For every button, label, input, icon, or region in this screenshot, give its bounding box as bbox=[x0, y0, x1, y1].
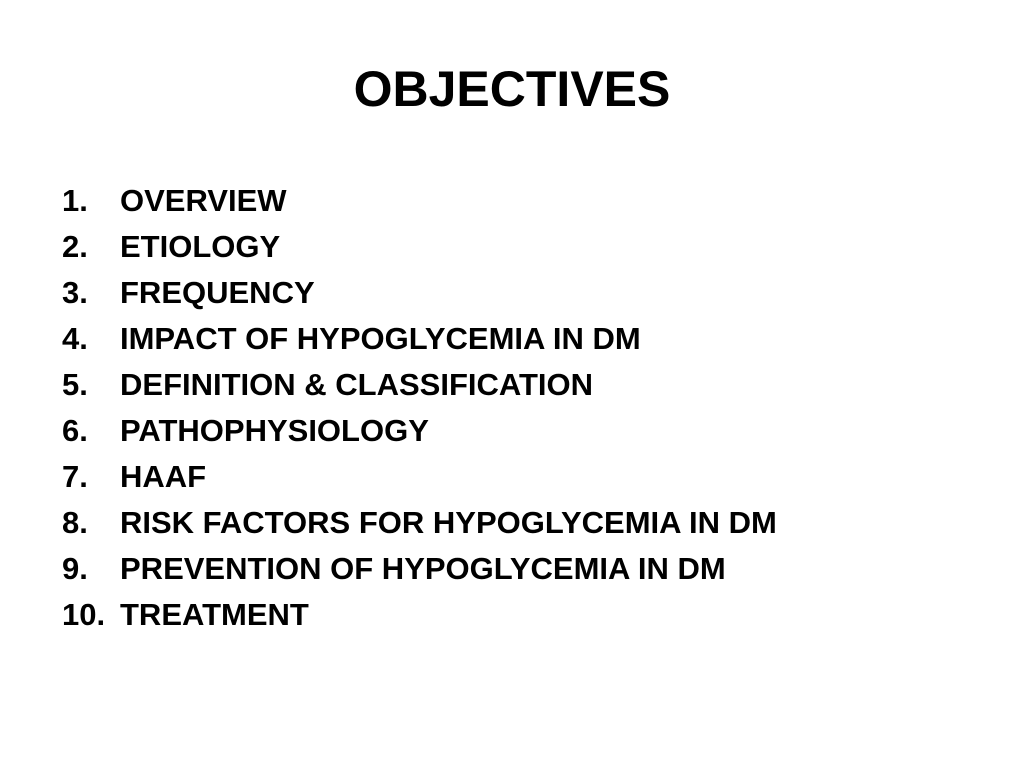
list-item-number: 1. bbox=[62, 183, 88, 218]
list-item-number: 4. bbox=[62, 321, 88, 356]
list-item bbox=[62, 178, 777, 224]
list-item bbox=[62, 454, 777, 500]
list-item-number: 6. bbox=[62, 413, 88, 448]
slide-title: OBJECTIVES bbox=[353, 61, 671, 117]
list-item bbox=[62, 224, 777, 270]
list-item-number: 5. bbox=[62, 367, 88, 402]
list-item-text: RISK FACTORS FOR HYPOGLYCEMIA IN DM bbox=[120, 505, 777, 540]
list-item-text: ETIOLOGY bbox=[120, 229, 281, 264]
list-item bbox=[62, 270, 777, 316]
list-item-number: 3. bbox=[62, 275, 88, 310]
list-item-text: DEFINITION & CLASSIFICATION bbox=[120, 367, 594, 402]
objectives-list bbox=[62, 178, 777, 638]
list-item bbox=[62, 362, 777, 408]
list-item-text: HAAF bbox=[120, 459, 207, 494]
list-item-number: 10. bbox=[62, 597, 106, 632]
list-item-number: 7. bbox=[62, 459, 88, 494]
list-item-text: IMPACT OF HYPOGLYCEMIA IN DM bbox=[120, 321, 641, 356]
list-item bbox=[62, 316, 777, 362]
list-item-text: FREQUENCY bbox=[120, 275, 315, 310]
list-item-number: 8. bbox=[62, 505, 88, 540]
list-item-text: PREVENTION OF HYPOGLYCEMIA IN DM bbox=[120, 551, 726, 586]
list-item bbox=[62, 408, 777, 454]
list-item-number: 2. bbox=[62, 229, 88, 264]
list-item bbox=[62, 546, 777, 592]
list-item-text: TREATMENT bbox=[120, 597, 309, 632]
list-item bbox=[62, 500, 777, 546]
list-item-text: PATHOPHYSIOLOGY bbox=[120, 413, 429, 448]
list-item-text: OVERVIEW bbox=[120, 183, 287, 218]
list-item bbox=[62, 592, 777, 638]
list-item-number: 9. bbox=[62, 551, 88, 586]
